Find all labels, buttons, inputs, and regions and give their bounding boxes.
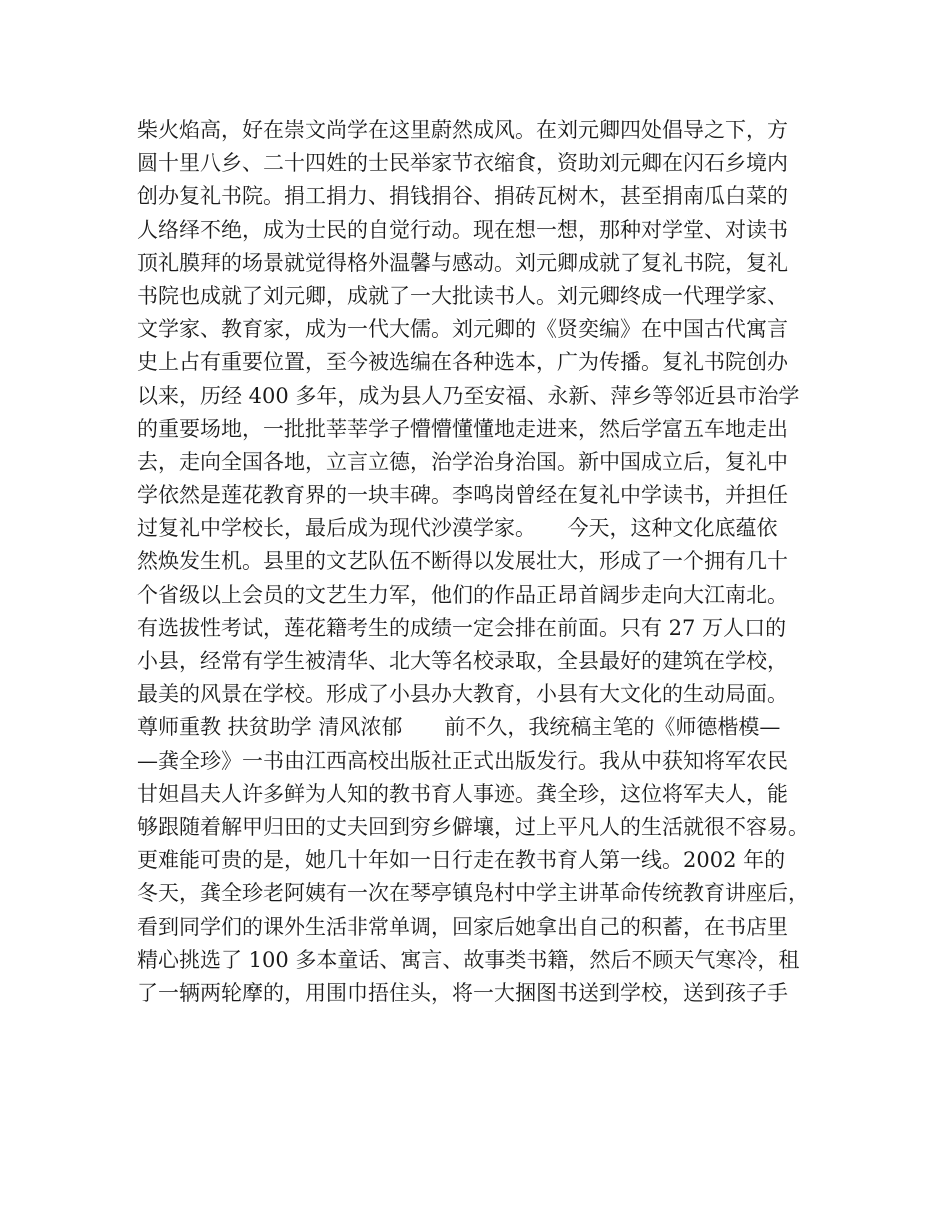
- text-line-12: 学依然是莲花教育界的一块丰碑。李鸣岗曾经在复礼中学读书，并担任: [137, 483, 788, 508]
- text-line-1: 柴火焰高，好在崇文尚学在这里蔚然成风。在刘元卿四处倡导之下，方: [137, 118, 788, 142]
- body-text: [137, 114, 827, 1010]
- text-line-5: 顶礼膜拜的场景就觉得格外温馨与感动。刘元卿成就了复礼书院，复礼: [137, 250, 788, 275]
- text-line-23: 更难能可贵的是，她几十年如一日行走在教书育人第一线。2002 年的: [137, 848, 786, 873]
- text-line-11: 去，走向全国各地，立言立德，治学治身治国。新中国成立后，复礼中: [137, 449, 788, 474]
- text-line-19: 尊师重教 扶贫助学 清风浓郁 前不久，我统稿主笔的《师德楷模—: [137, 715, 781, 740]
- text-line-26: 精心挑选了 100 多本童话、寓言、故事类书籍，然后不顾天气寒冷，租: [137, 947, 800, 972]
- text-line-3: 创办复礼书院。捐工捐力、捐钱捐谷、捐砖瓦树木，甚至捐南瓜白菜的: [137, 184, 788, 209]
- text-line-25: 看到同学们的课外生活非常单调，回家后她拿出自己的积蓄，在书店里: [137, 914, 788, 939]
- text-line-15: 个省级以上会员的文艺生力军，他们的作品正昂首阔步走向大江南北。: [137, 582, 788, 607]
- text-line-4: 人络绎不绝，成为士民的自觉行动。现在想一想，那种对学堂、对读书: [137, 217, 788, 242]
- text-line-7: 文学家、教育家，成为一代大儒。刘元卿的《贤奕编》在中国古代寓言: [137, 317, 788, 342]
- text-line-10: 的重要场地，一批批莘莘学子懵懵懂懂地走进来，然后学富五车地走出: [137, 416, 788, 441]
- text-line-16: 有选拔性考试，莲花籍考生的成绩一定会排在前面。只有 27 万人口的: [137, 615, 787, 640]
- text-line-17: 小县，经常有学生被清华、北大等名校录取，全县最好的建筑在学校，: [137, 649, 788, 673]
- text-line-14: 然焕发生机。县里的文艺队伍不断得以发展壮大，形成了一个拥有几十: [137, 549, 788, 574]
- text-line-20: —龚全珍》一书由江西高校出版社正式出版发行。我从中获知将军农民: [137, 748, 788, 773]
- text-line-13: 过复礼中学校长，最后成为现代沙漠学家。 今天，这种文化底蕴依: [137, 516, 778, 541]
- text-line-9: 以来，历经 400 多年，成为县人乃至安福、永新、萍乡等邻近县市治学: [137, 383, 800, 408]
- text-line-22: 够跟随着解甲归田的丈夫回到穷乡僻壤，过上平凡人的生活就很不容易。: [137, 814, 809, 839]
- text-line-18: 最美的风景在学校。形成了小县办大教育，小县有大文化的生动局面。: [137, 682, 788, 707]
- text-line-6: 书院也成就了刘元卿，成就了一大批读书人。刘元卿终成一代理学家、: [137, 283, 788, 308]
- text-line-24: 冬天，龚全珍老阿姨有一次在琴亭镇凫村中学主讲革命传统教育讲座后，: [137, 881, 809, 906]
- text-line-21: 甘妲昌夫人许多鲜为人知的教书育人事迹。龚全珍，这位将军夫人，能: [137, 781, 788, 806]
- text-line-27: 了一辆两轮摩的，用围巾捂住头，将一大捆图书送到学校，送到孩子手: [137, 980, 788, 1005]
- text-line-2: 圆十里八乡、二十四姓的士民举家节衣缩食，资助刘元卿在闪石乡境内: [137, 151, 788, 176]
- text-line-8: 史上占有重要位置，至今被选编在各种选本，广为传播。复礼书院创办: [137, 350, 788, 375]
